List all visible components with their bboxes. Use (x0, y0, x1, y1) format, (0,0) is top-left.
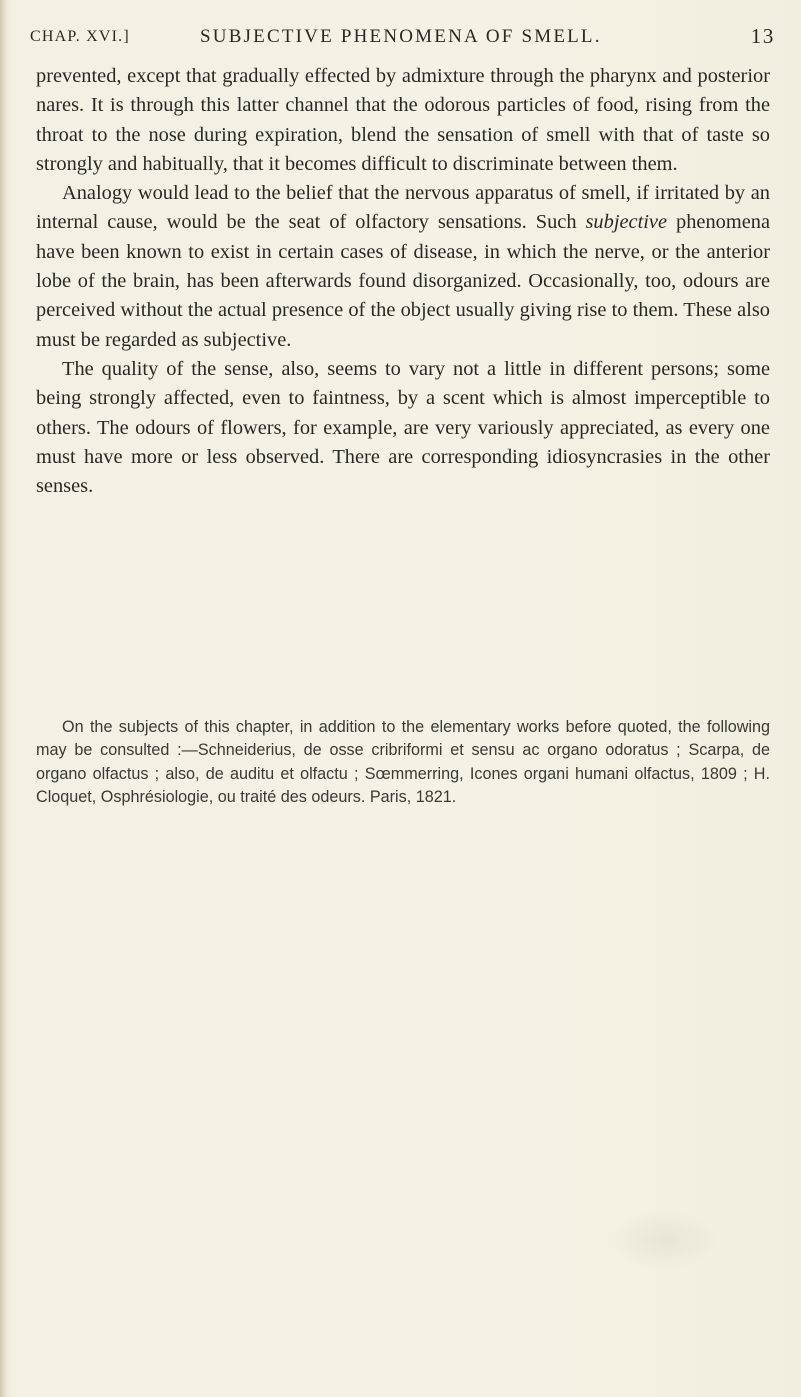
paragraph-1: prevented, except that gradually effected by admixture through the pharynx and posterior nares. It is through this latter channel that the odorous particles of food, rising from the throat to the nose during expiration, blend the sensation of smell with that of taste so strongly and habitually, that it becomes difficult to discriminate between them. (36, 65, 770, 175)
page-number: 13 (750, 24, 775, 48)
running-header (30, 24, 775, 56)
paper-smudge (610, 1210, 720, 1270)
paragraph-2-start: Analogy would lead to the belief that the nervous apparatus of smell, if irritated by an internal cause, would be the seat of olfactory sensations. Such (36, 182, 770, 234)
paragraph-2-end: phenomena have been known to exist in certain cases of disease, in which the nerve, or the anterior lobe of the brain, has been afterwards found disorganized. Occasionally, too, odours are perceived without the actual presence of the object usually giving rise to them. These also must be regarded as subjective. (36, 211, 770, 351)
body-text (36, 62, 770, 501)
footnote (36, 716, 770, 810)
paragraph-2 (36, 179, 770, 355)
italic-term-subjective: subjective (585, 211, 668, 234)
paragraph-3: The quality of the sense, also, seems to vary not a little in different persons; some being strongly affected, even to faintness, by a scent which is almost imperceptible to others. The odours of flowers, for example, are very variously appreciated, as every one must have more or less observed. There are corresponding idiosyncrasies in the other senses. (36, 357, 770, 498)
running-title: SUBJECTIVE PHENOMENA OF SMELL. (200, 26, 602, 47)
page-gutter-shadow (0, 0, 6, 1397)
chapter-label: CHAP. XVI.] (30, 28, 130, 45)
footnote-text: On the subjects of this chapter, in addition to the elementary works before quoted, the following may be consulted :—Schneiderius, de osse cribriformi et sensu ac organo odoratus ; Scarpa, de organo olfactus ; also, de auditu et olfactu ; Sœmmerring, Icones organi humani olfactus, 1809 ; H. Cloquet, Osphrésiologie, ou traité des odeurs. Paris, 1821. (36, 718, 770, 807)
